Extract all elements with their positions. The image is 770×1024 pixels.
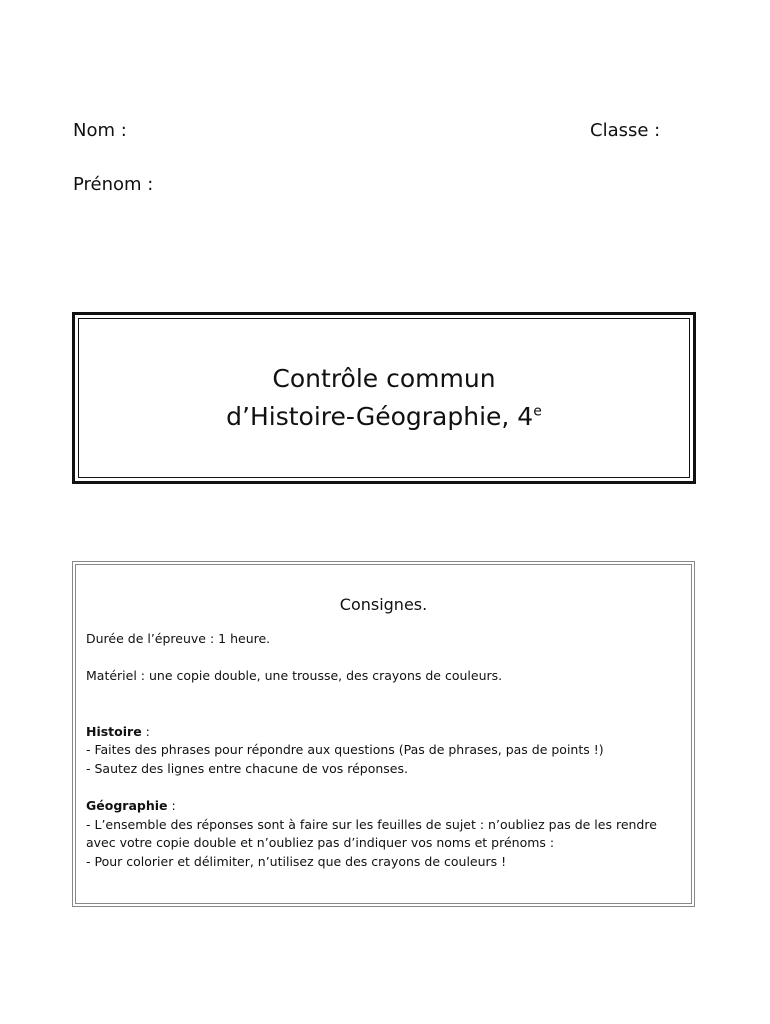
classe-label: Classe :: [590, 120, 661, 141]
title-box: [72, 312, 696, 484]
prenom-label: Prénom :: [73, 174, 154, 195]
geographie-label-suffix: :: [167, 798, 176, 813]
title-line-2-text: d’Histoire-Géographie, 4: [226, 402, 534, 431]
title-box-inner: [78, 318, 690, 478]
histoire-item: - Sautez des lignes entre chacune de vos réponses.: [86, 760, 408, 776]
geographie-label: Géographie: [86, 798, 168, 813]
title-line-2: [226, 398, 542, 436]
histoire-heading: [86, 723, 681, 742]
instructions-box: [72, 561, 695, 907]
materiel-text: Matériel : une copie double, une trousse, des crayons de couleurs.: [86, 668, 503, 683]
instructions-inner: [75, 564, 692, 904]
histoire-label-suffix: :: [141, 723, 150, 739]
geographie-heading: [86, 797, 681, 816]
duree-text: Durée de l’épreuve : 1 heure.: [86, 630, 271, 646]
title-superscript: e: [533, 403, 542, 420]
instructions-heading: Consignes.: [339, 595, 428, 614]
histoire-label: Histoire: [86, 723, 142, 739]
nom-label: Nom :: [73, 120, 127, 141]
geographie-item: - Pour colorier et délimiter, n’utilisez que des crayons de couleurs !: [86, 853, 507, 869]
title-line-1: Contrôle commun: [272, 364, 496, 393]
geographie-item: - L’ensemble des réponses sont à faire sur les feuilles de sujet : n’oubliez pas de les rendre avec votre copie double et n’oubliez pas d’indiquer vos noms et prénoms :: [86, 816, 657, 850]
histoire-item: - Faites des phrases pour répondre aux questions (Pas de phrases, pas de points !): [86, 742, 604, 757]
